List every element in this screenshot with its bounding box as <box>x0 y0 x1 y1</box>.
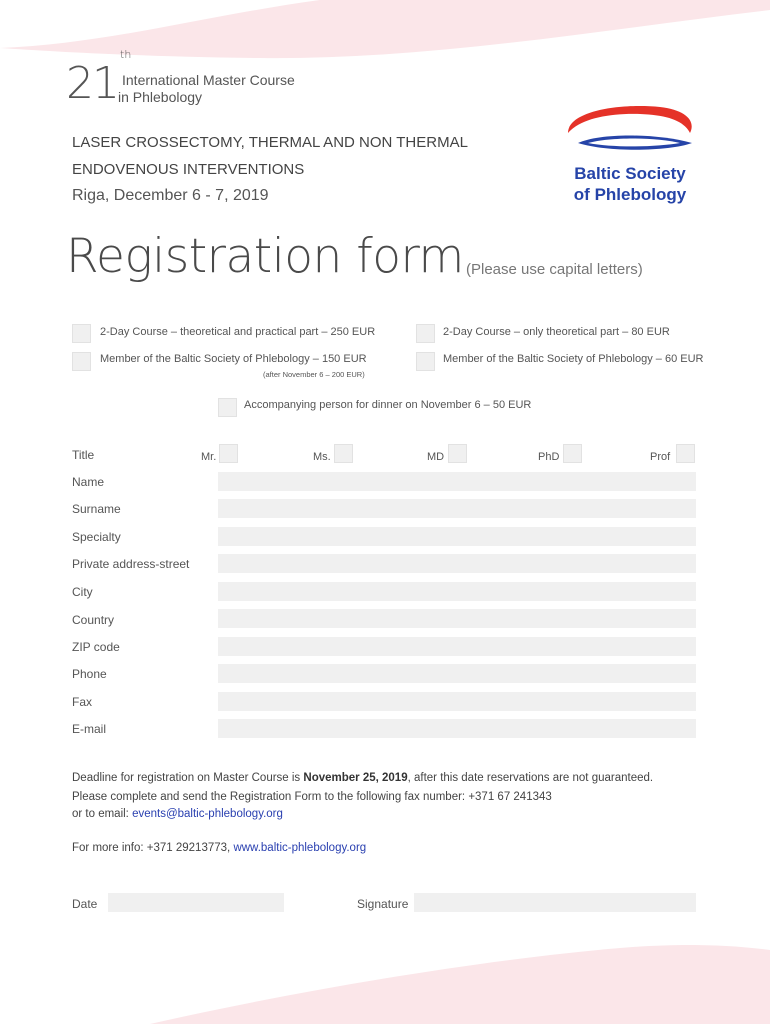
country-label: Country <box>72 613 115 627</box>
specialty-field[interactable] <box>218 527 696 546</box>
phone-field[interactable] <box>218 664 696 683</box>
zip-label: ZIP code <box>72 640 120 654</box>
ordinal-suffix: th <box>120 48 132 62</box>
checkbox-title-ms[interactable] <box>334 444 353 463</box>
surname-label: Surname <box>72 502 121 516</box>
course-edition-number: 21th <box>66 48 132 109</box>
more-info: For more info: +371 29213773, www.baltic-phlebology.org <box>72 842 367 854</box>
date-field[interactable] <box>108 893 284 912</box>
deadline-text: Deadline for registration on Master Course is November 25, 2019, after this date reservations are not guaranteed. <box>72 772 654 784</box>
deadline-date: November 25, 2019 <box>303 772 408 784</box>
fax-field[interactable] <box>218 692 696 711</box>
title-label: Title <box>72 448 95 462</box>
title-option-ms-label: Ms. <box>313 451 331 463</box>
title-option-mr-label: Mr. <box>201 451 217 463</box>
email-label: E-mail <box>72 722 107 736</box>
phone-label: Phone <box>72 667 107 681</box>
checkbox-accompanying[interactable] <box>218 398 237 417</box>
title-option-prof-label: Prof <box>650 451 671 463</box>
fax-instructions: Please complete and send the Registration Form to the following fax number: +371 67 241343 <box>72 791 552 803</box>
title-option-phd-label: PhD <box>538 451 560 463</box>
address-field[interactable] <box>218 554 696 573</box>
option-two-day-theory-label: 2-Day Course – only theoretical part – 80 EUR <box>443 326 670 338</box>
fax-label: Fax <box>72 695 93 709</box>
option-two-day-full-label: 2-Day Course – theoretical and practical part – 250 EUR <box>100 326 376 338</box>
title-option-md-label: MD <box>427 451 445 463</box>
option-member-150-label: Member of the Baltic Society of Phlebology – 150 EUR <box>100 353 367 365</box>
option-member-150-note: (after November 6 – 200 EUR) <box>263 370 365 379</box>
website-link[interactable]: www.baltic-phlebology.org <box>233 842 367 854</box>
checkbox-two-day-theory[interactable] <box>416 324 435 343</box>
option-accompanying-label: Accompanying person for dinner on November 6 – 50 EUR <box>244 399 532 411</box>
location-date: Riga, December 6 - 7, 2019 <box>72 187 269 204</box>
logo-line2: of Phlebology <box>573 185 687 204</box>
course-topic-line2: ENDOVENOUS INTERVENTIONS <box>72 161 305 178</box>
email-field[interactable] <box>218 719 696 738</box>
checkbox-title-mr[interactable] <box>219 444 238 463</box>
name-label: Name <box>72 475 105 489</box>
email-instructions: or to email: events@baltic-phlebology.org <box>72 808 283 820</box>
course-name-line1: International Master Course <box>122 72 295 88</box>
course-topic-line1: LASER CROSSECTOMY, THERMAL AND NON THERMAL <box>72 134 468 151</box>
name-field[interactable] <box>218 472 696 491</box>
course-name-line2: in Phlebology <box>118 89 203 105</box>
checkbox-member-150[interactable] <box>72 352 91 371</box>
society-logo-text <box>564 163 696 205</box>
email-link[interactable]: events@baltic-phlebology.org <box>132 808 283 820</box>
signature-field[interactable] <box>414 893 696 912</box>
country-field[interactable] <box>218 609 696 628</box>
logo-line1: Baltic Society <box>574 164 686 183</box>
zip-field[interactable] <box>218 637 696 656</box>
checkbox-two-day-full[interactable] <box>72 324 91 343</box>
checkbox-member-60[interactable] <box>416 352 435 371</box>
date-label: Date <box>72 897 98 911</box>
checkbox-title-prof[interactable] <box>676 444 695 463</box>
form-note: (Please use capital letters) <box>466 261 643 278</box>
address-label: Private address-street <box>72 557 190 571</box>
checkbox-title-md[interactable] <box>448 444 467 463</box>
specialty-label: Specialty <box>72 530 121 544</box>
signature-label: Signature <box>357 897 409 911</box>
city-field[interactable] <box>218 582 696 601</box>
city-label: City <box>72 585 93 599</box>
surname-field[interactable] <box>218 499 696 518</box>
form-title: Registration form <box>66 229 464 284</box>
option-member-60-label: Member of the Baltic Society of Phlebology – 60 EUR <box>443 353 704 365</box>
checkbox-title-phd[interactable] <box>563 444 582 463</box>
